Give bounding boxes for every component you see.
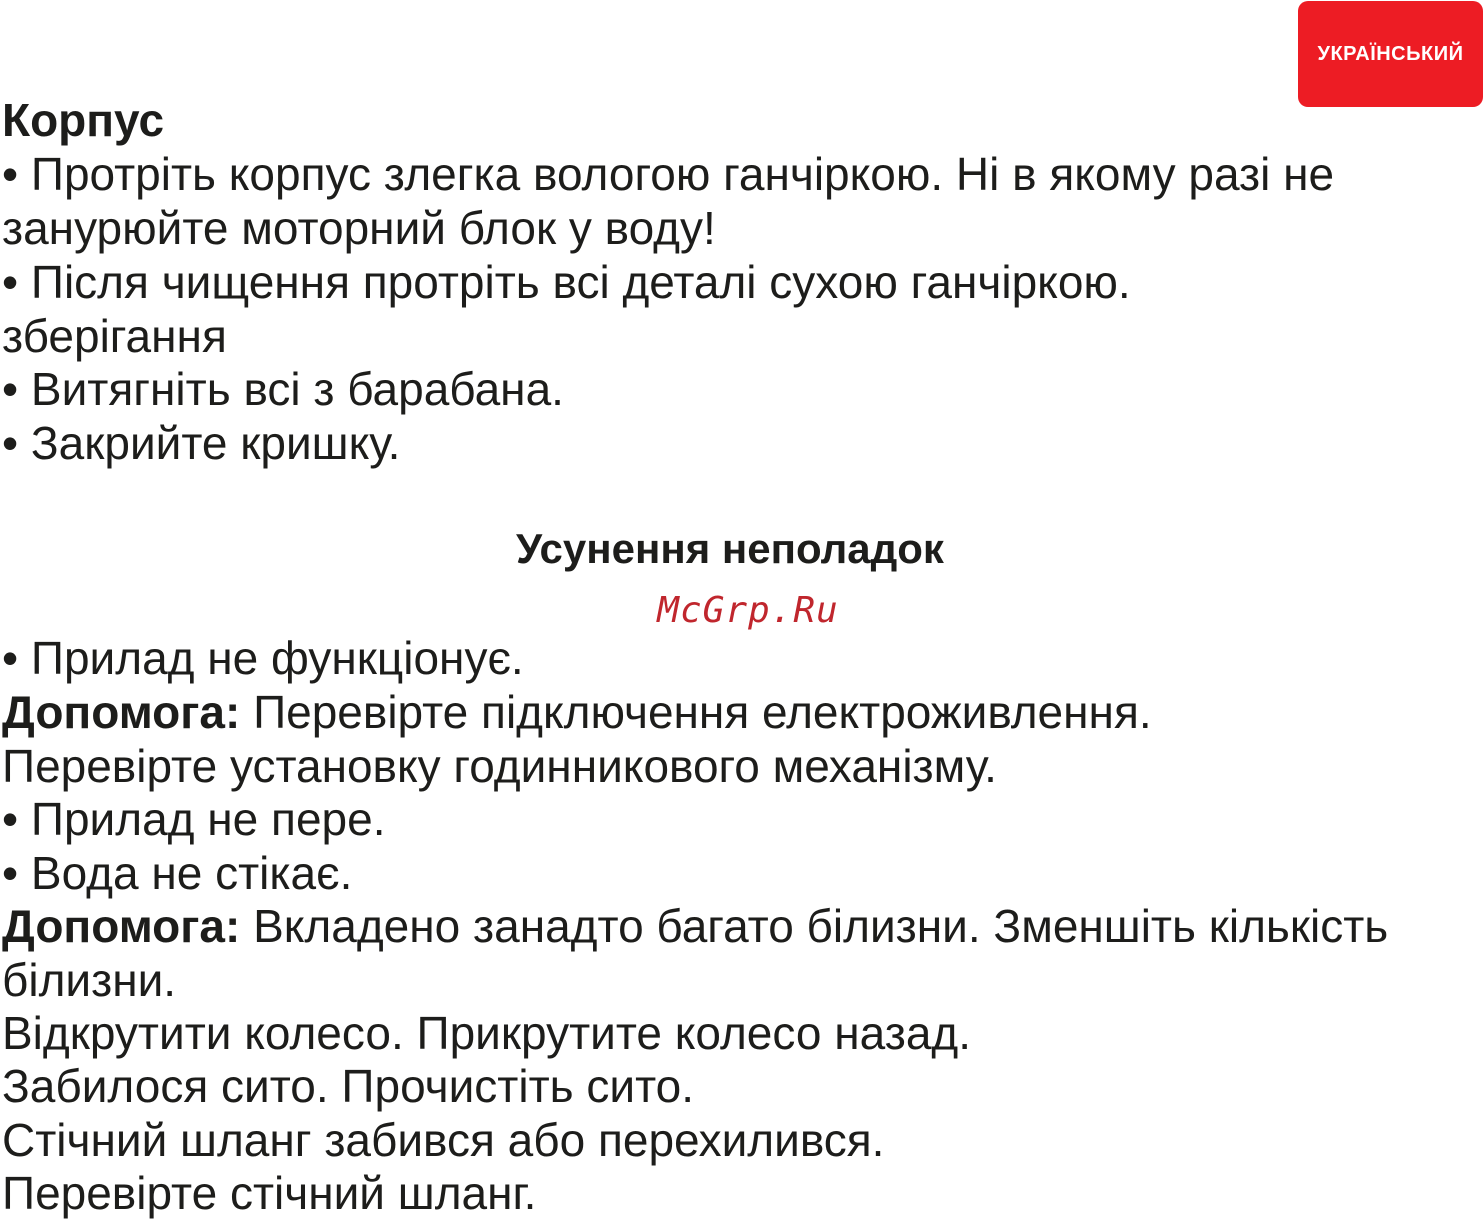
problem-line: • Прилад не функціонує. xyxy=(2,632,524,684)
help-line: Перевірте установку годинникового механізму. xyxy=(2,740,997,792)
housing-line: занурюйте моторний блок у воду! xyxy=(2,202,716,254)
housing-line: • Протріть корпус злегка вологою ганчіркою. Ні в якому разі не xyxy=(2,148,1335,200)
storage-line: • Закрийте кришку. xyxy=(2,417,401,469)
problem-line: • Прилад не пере. xyxy=(2,793,386,845)
housing-line: • Після чищення протріть всі деталі сухою ганчіркою. xyxy=(2,256,1131,308)
help-line xyxy=(2,899,1388,953)
storage-heading: зберігання xyxy=(2,310,227,362)
housing-heading: Корпус xyxy=(2,94,165,146)
help-line: Відкрутити колесо. Прикрутите колесо назад. xyxy=(2,1007,972,1059)
help-line: Перевірте стічний шланг. xyxy=(2,1167,537,1219)
troubleshooting-title: Усунення неполадок xyxy=(516,525,944,572)
help-label: Допомога: xyxy=(2,900,241,952)
problem-line: • Вода не стікає. xyxy=(2,847,353,899)
help-text: Перевірте підключення електроживлення. xyxy=(253,686,1152,738)
language-badge: УКРАЇНСЬКИЙ xyxy=(1298,1,1483,107)
watermark: McGrp.Ru xyxy=(657,590,839,631)
help-label: Допомога: xyxy=(2,686,241,738)
help-text: Вкладено занадто багато білизни. Зменшіть кількість xyxy=(253,900,1389,952)
storage-line: • Витягніть всі з барабана. xyxy=(2,363,564,415)
help-line: Стічний шланг забився або перехилився. xyxy=(2,1114,885,1166)
help-line: білизни. xyxy=(2,954,177,1006)
help-line xyxy=(2,685,1152,739)
help-line: Забилося сито. Прочистіть сито. xyxy=(2,1060,695,1112)
